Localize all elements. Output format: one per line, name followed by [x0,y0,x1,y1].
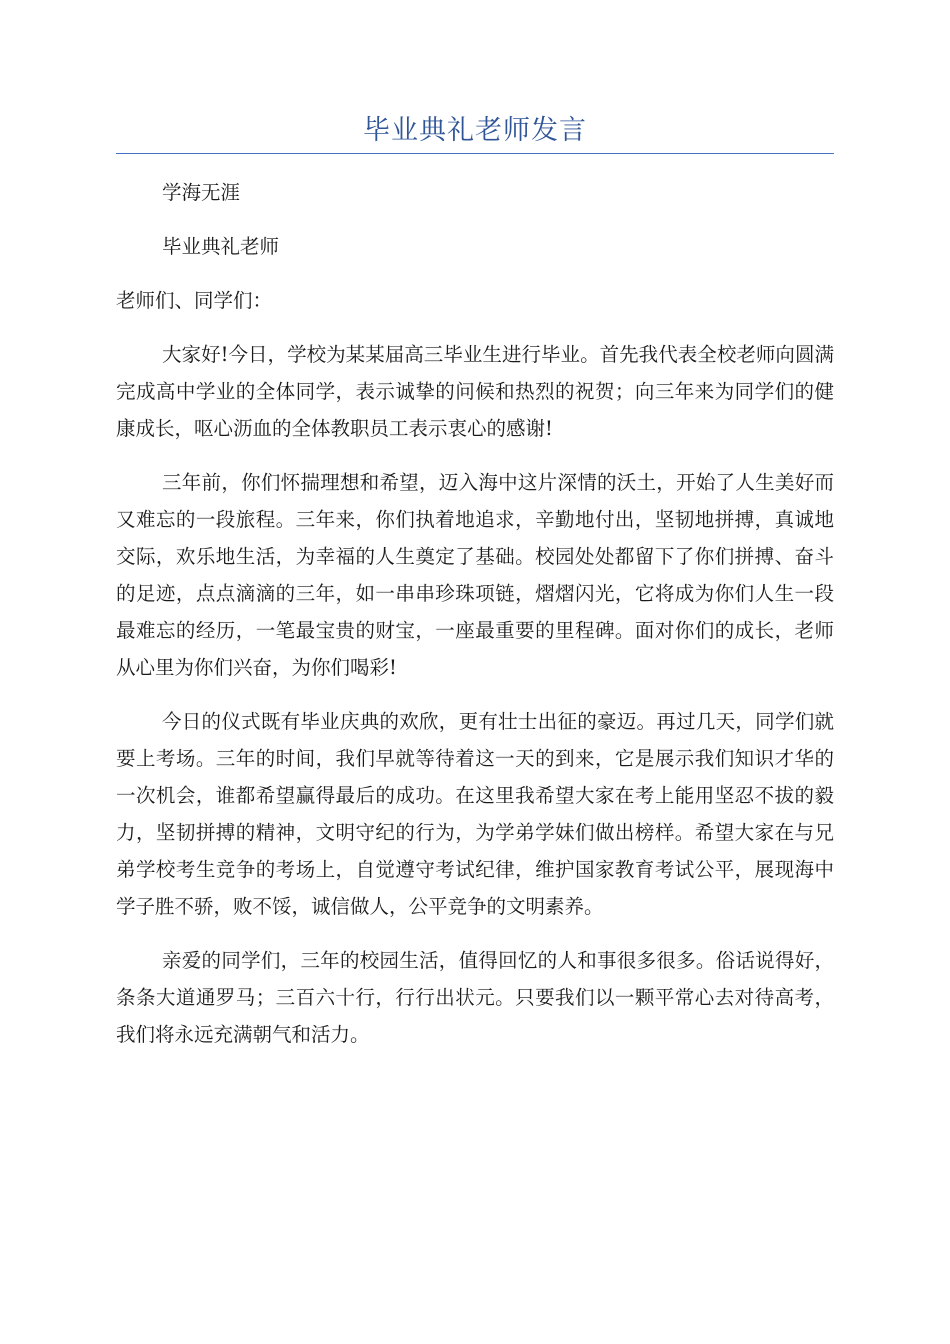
salutation: 老师们、同学们： [116,289,273,312]
body-paragraph: 亲爱的同学们，三年的校园生活，值得回忆的人和事很多很多。俗话说得好，条条大道通罗马；三百六十行，行行出状元。只要我们以一颗平常心去对待高考，我们将永远充满朝气和活力。 [116,949,834,1046]
document-title: 毕业典礼老师发言 [363,115,587,146]
document-body [116,174,834,1070]
body-paragraph: 三年前，你们怀揣理想和希望，迈入海中这片深情的沃土，开始了人生美好而又难忘的一段旅程。三年来，你们执着地追求，辛勤地付出，坚韧地拼搏，真诚地交际，欢乐地生活，为幸福的人生奠定了基础。校园处处都留下了你们拼搏、奋斗的足迹，点点滴滴的三年，如一串串珍珠项链，熠熠闪光，它将成为你们人生一段最难忘的经历，一笔最宝贵的财宝，一座最重要的里程碑。面对你们的成长，老师从心里为你们兴奋，为你们喝彩! [116,471,834,679]
body-paragraph: 今日的仪式既有毕业庆典的欢欣，更有壮士出征的豪迈。再过几天，同学们就要上考场。三年的时间，我们早就等待着这一天的到来，它是展示我们知识才华的一次机会，谁都希望赢得最后的成功。在这里我希望大家在考上能用坚忍不拔的毅力，坚韧拼搏的精神，文明守纪的行为，为学弟学妹们做出榜样。希望大家在与兄弟学校考生竞争的考场上，自觉遵守考试纪律，维护国家教育考试公平，展现海中学子胜不骄，败不馁，诚信做人，公平竞争的文明素养。 [116,710,834,918]
subtitle-line: 毕业典礼老师 [162,235,280,258]
title-underline [116,153,834,154]
subtitle-line: 学海无涯 [162,181,241,204]
body-paragraph: 大家好!今日，学校为某某届高三毕业生进行毕业。首先我代表全校老师向圆满完成高中学业的全体同学，表示诚挚的问候和热烈的祝贺；向三年来为同学们的健康成长，呕心沥血的全体教职员工表示衷心的感谢! [116,343,834,440]
